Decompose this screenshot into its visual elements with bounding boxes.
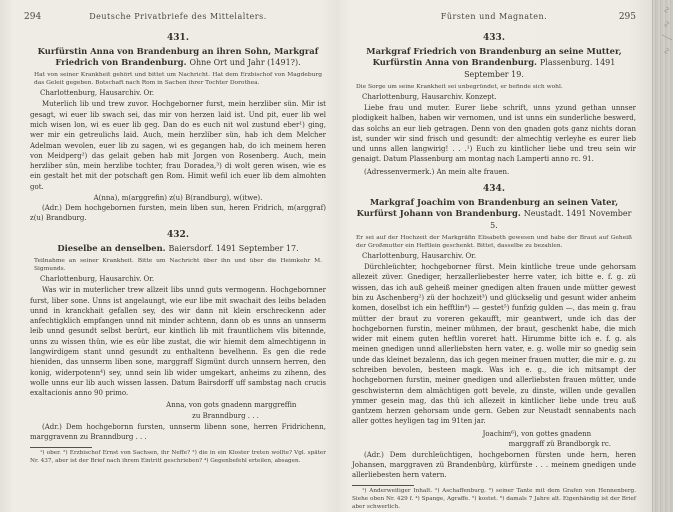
left-running-header (24, 12, 326, 26)
entry-432-heading (32, 243, 324, 255)
entry-431-address: (Adr.) Dem hochgebornen fursten, mein liben sun, heren Fridrich, m(arggraf) z(u) Brandburg. (30, 203, 326, 223)
entry-434-title: Markgraf Joachim von Brandenburg an seinen Vater, Kurfürst Johann von Brandenburg. (356, 196, 619, 219)
entry-431-title: Kurfürstin Anna von Brandenburg an ihren Sohn, Markgraf Friedrich von Brandenburg. (37, 46, 319, 68)
page-edge-texture: ∿ ∿ ╱ ∿ (661, 6, 671, 57)
entry-431-place-date: Ohne Ort und Jahr (1491?). (189, 58, 301, 68)
entry-432-signature-line2: zu Branndburg . . . (192, 411, 259, 420)
footnote-rule (352, 485, 414, 486)
entry-434-place-date: Neustadt. 1491 November 5. (490, 209, 632, 231)
entry-434-signature-line1: Joachim⁶), von gottes gnadenn (482, 429, 592, 438)
entry-434-signature (483, 429, 636, 449)
entry-432-place-date: Baiersdorf. 1491 September 17. (168, 244, 299, 254)
right-page-number: 295 (618, 12, 636, 22)
right-page (338, 0, 652, 512)
right-footnotes (352, 485, 636, 512)
right-running-title: Fürsten und Magnaten. (440, 12, 548, 21)
left-footnotes (30, 447, 326, 466)
entry-432-signature (166, 400, 326, 420)
book-page-edges (652, 0, 673, 512)
entry-431-heading (32, 46, 324, 69)
left-page-number: 294 (24, 12, 42, 22)
entry-434-source: Charlottenburg, Hausarchiv. Or. (362, 252, 477, 261)
entry-432-address: (Adr.) Dem hochgebornn fursten, unnserm libenn sone, herren Fridrichenn, marggravenn zu Branndburg . . . (30, 422, 326, 441)
entry-433-address: (Adressenvermerk.) An mein alte frauen. (364, 167, 510, 176)
left-footnote-text: ¹) ober. ²) Erzbischof Ernst von Sachsen, ihr Neffe? ³) die in ein Kloster treten wollte? Vgl. später Nr. 437, aber ist der Brief nach ihrem Eintritt geschrieben? ⁴) Gegenbefehl erteilen, absagen. (30, 449, 326, 464)
right-footnote-text: ¹) Anderweitiger Inhalt. ²) Aschaffenburg. ³) seiner Tante mit dem Grafen von Hennenberg. Siehe oben Nr. 429 f. ⁴) Spange, Agraffe. ⁵) kostet. ⁶) damals 7 Jahre alt. Eigenhändig ist der Brief aber schwerlich. (352, 488, 636, 511)
entry-432-signature-line1: Anna, von gots gnadenn marggreffin (166, 401, 297, 410)
entry-434-summary: Er sei auf der Hochzeit der Markgräfin Elisabeth gewesen und habe der Braut auf Geheiß der Großmutter ein Heftlein geschenkt. Bittet, dasselbe zu bezahlen. (356, 234, 632, 249)
entry-433-heading (354, 46, 634, 81)
entry-432-body: Was wir in muterlicher trew allzeit libs unnd guts vermogenn. Hochgebornner furst, liber sone. Unns ist angelaungt, wie eur libe mit swachait des leibs beladen unnd in kranckhait gefallen sey, des wir dann nit klein erschreckenn ader anfechtigklich empfangen unnd nit minder achtenn, dann ob es unns an unnserm leib unnd gesundt selbst berürt, eur kintlich lib mit frauntlichem vlis bitennde, unns zu wissen thün, wie es eür libe zustat, die wir hiemit dem almechtigenn in langwirdigem stant unnd gesundt zu enthaltenn bevelhenn. Es gen die rede hieniden, das unnserm liben sone, marggraff Sigmünt durch unnsern herren, den konig, widerpotenn⁴) sey, unnd sein lib wider umgekart, anheims zu zihenn, des wolle unns eur lib auch wissen lassen. Datum Bairsdorff uff sambstag nach crucis exaltacionis anno 90 primo. (30, 286, 326, 398)
entry-432-title: Dieselbe an denselben. (57, 243, 166, 254)
footnote-rule (30, 447, 92, 448)
right-running-header (352, 12, 636, 26)
entry-433-summary: Die Sorge um seine Krankheit sei unbegründet, er befinde sich wohl. (356, 83, 563, 90)
left-running-title: Deutsche Privatbriefe des Mittelalters. (89, 12, 267, 21)
entry-433-title: Markgraf Friedrich von Brandenburg an seine Mutter, Kurfürstin Anna von Brandenburg. (366, 46, 622, 68)
entry-433-place-date: Plassenburg. 1491 September 19. (464, 58, 616, 80)
entry-434-heading (354, 197, 634, 232)
entry-431-source: Charlottenburg, Hausarchiv. Or. (40, 89, 155, 98)
entry-431-number: 431. (167, 33, 189, 43)
entry-434-body: Dürchleüchter, hochgeborner fürst. Mein kintliche treue unde gehorsam allezeit züver. Gnediger, herzallerliebester herre vater, ich bitte e. f. g. zü wissen, das ich auß geheiß meiner gnedigen alten frauen unde mütter gewest bin zu Aschenberg²) zü der hochzeit³) und glückselig und gesunt wider anheim komen, doselbst ich ein hefftlin⁴) — gestet⁵) funfzig gulden —, das mein g. frau mütter der braut zu voreren gekaufft, mir geantwert, unde ich das der hochgebornen furstin, meiner mühmen, der braut, geschenkt habe, die mich wider mit einem guten heftlin voreret hatt. Hirumme bitte ich e. f. g. als meinen gnedigen unnd allerliebsten hern vater, e. g. wolle mir so gnedig sein unde das kleinet bezalenn, das ich gegen meiner frauen mutter, die mir e. g. zu schreiben bevolen, besteen magk. Was ich e. g., die ich mitsampt der hochgebornen furstin, meiner gnedigen und allerliebsten frauen mütter, unde geschwisternn dem almächtigen gott bevele, zu dinste, willen unde gevallen ymmer gesein mag, das thü ich allezeit in kintlicher liebe unde treu auß gantzem herzen gehorsam unde gern. Geben zur Neustadt sennabents nach aller gottes heyligen tag im 91ten jar. (352, 263, 636, 426)
entry-433-body: Liebe frau und muter. Eurer liebe schrift, unns yzund gethan unnser plodigkeit halben, haben wir vernomen, und ist unns ein sunderliche beswerd, das solchs an eur lieb getragen. Denn von den gnaden gots ganz nichts doran ist, sunder wir sind frisch und gesundt: der almechtig verleyhe es eurer lieb und unns allen langwirig! . . .¹) Euch zu kintlicher liebe und treu sein wir genaigt. Datum Plassenburg am montag nach Lamperti anno rc. 91. (352, 104, 636, 164)
entry-431-body: Muterlich lib und trew zuvor. Hochgeborner furst, mein herzliber sün. Mir ist gesagt, wi euer lib swach sei, das mir von herzen laid ist. Und pit, euer lib wel mich wisen lon, wi es euer lib geg. Dan do es euch nit wol zustund eber¹) ging, wer mir ein getreulichs laid. Auch, mein herzliber sün, hab ich dem Melcher Adelman wevolen, euer lib zu sagen, wi es gegangen hab, do ich meinem heren von Meidperg²) das gelait geben hab mit Jorgen von Rosenberg. Auch, mein herzliber sün, mein herzlibe tochter, frau Doradea,³) di wolt geren wisen, wie es ein gestalt het mit der potschaft gen Rom. Himit wefil ich euer lib dem almohten got. (30, 100, 326, 191)
entry-431-summary: Hat von seiner Krankheit gehört und bittet um Nachricht. Hat dem Erzbischof von Magdeburg das Geleit gegeben. Botschaft nach Rom in Sachen ihrer Tochter Dorothea. (34, 72, 322, 87)
entry-433-source: Charlottenburg, Hausarchiv. Konzept. (362, 93, 497, 102)
entry-432-summary: Teilnahme an seiner Krankheit. Bitte um Nachricht über ihn und über die Heimkehr M. Sigmunds. (34, 258, 322, 273)
entry-432-number: 432. (167, 230, 189, 241)
entry-431-signature: A(nna), m(arggrefin) z(u) B(randburg), w(itwe). (93, 193, 263, 202)
entry-434-address: (Adr.) Dem durchleüchtigen, hochgebornen fürsten unde hern, heren Johansen, marggraven zü Brandenbürg, kürfürste . . . meinem gnedigen unde allerliebesten hern vatern. (352, 450, 636, 480)
entry-434-number: 434. (483, 183, 505, 194)
entry-432-source: Charlottenburg, Hausarchiv. Or. (40, 275, 155, 284)
entry-434-signature-line2: marggraff zü Brandborgk rc. (508, 439, 612, 448)
entry-433-number: 433. (483, 33, 505, 43)
